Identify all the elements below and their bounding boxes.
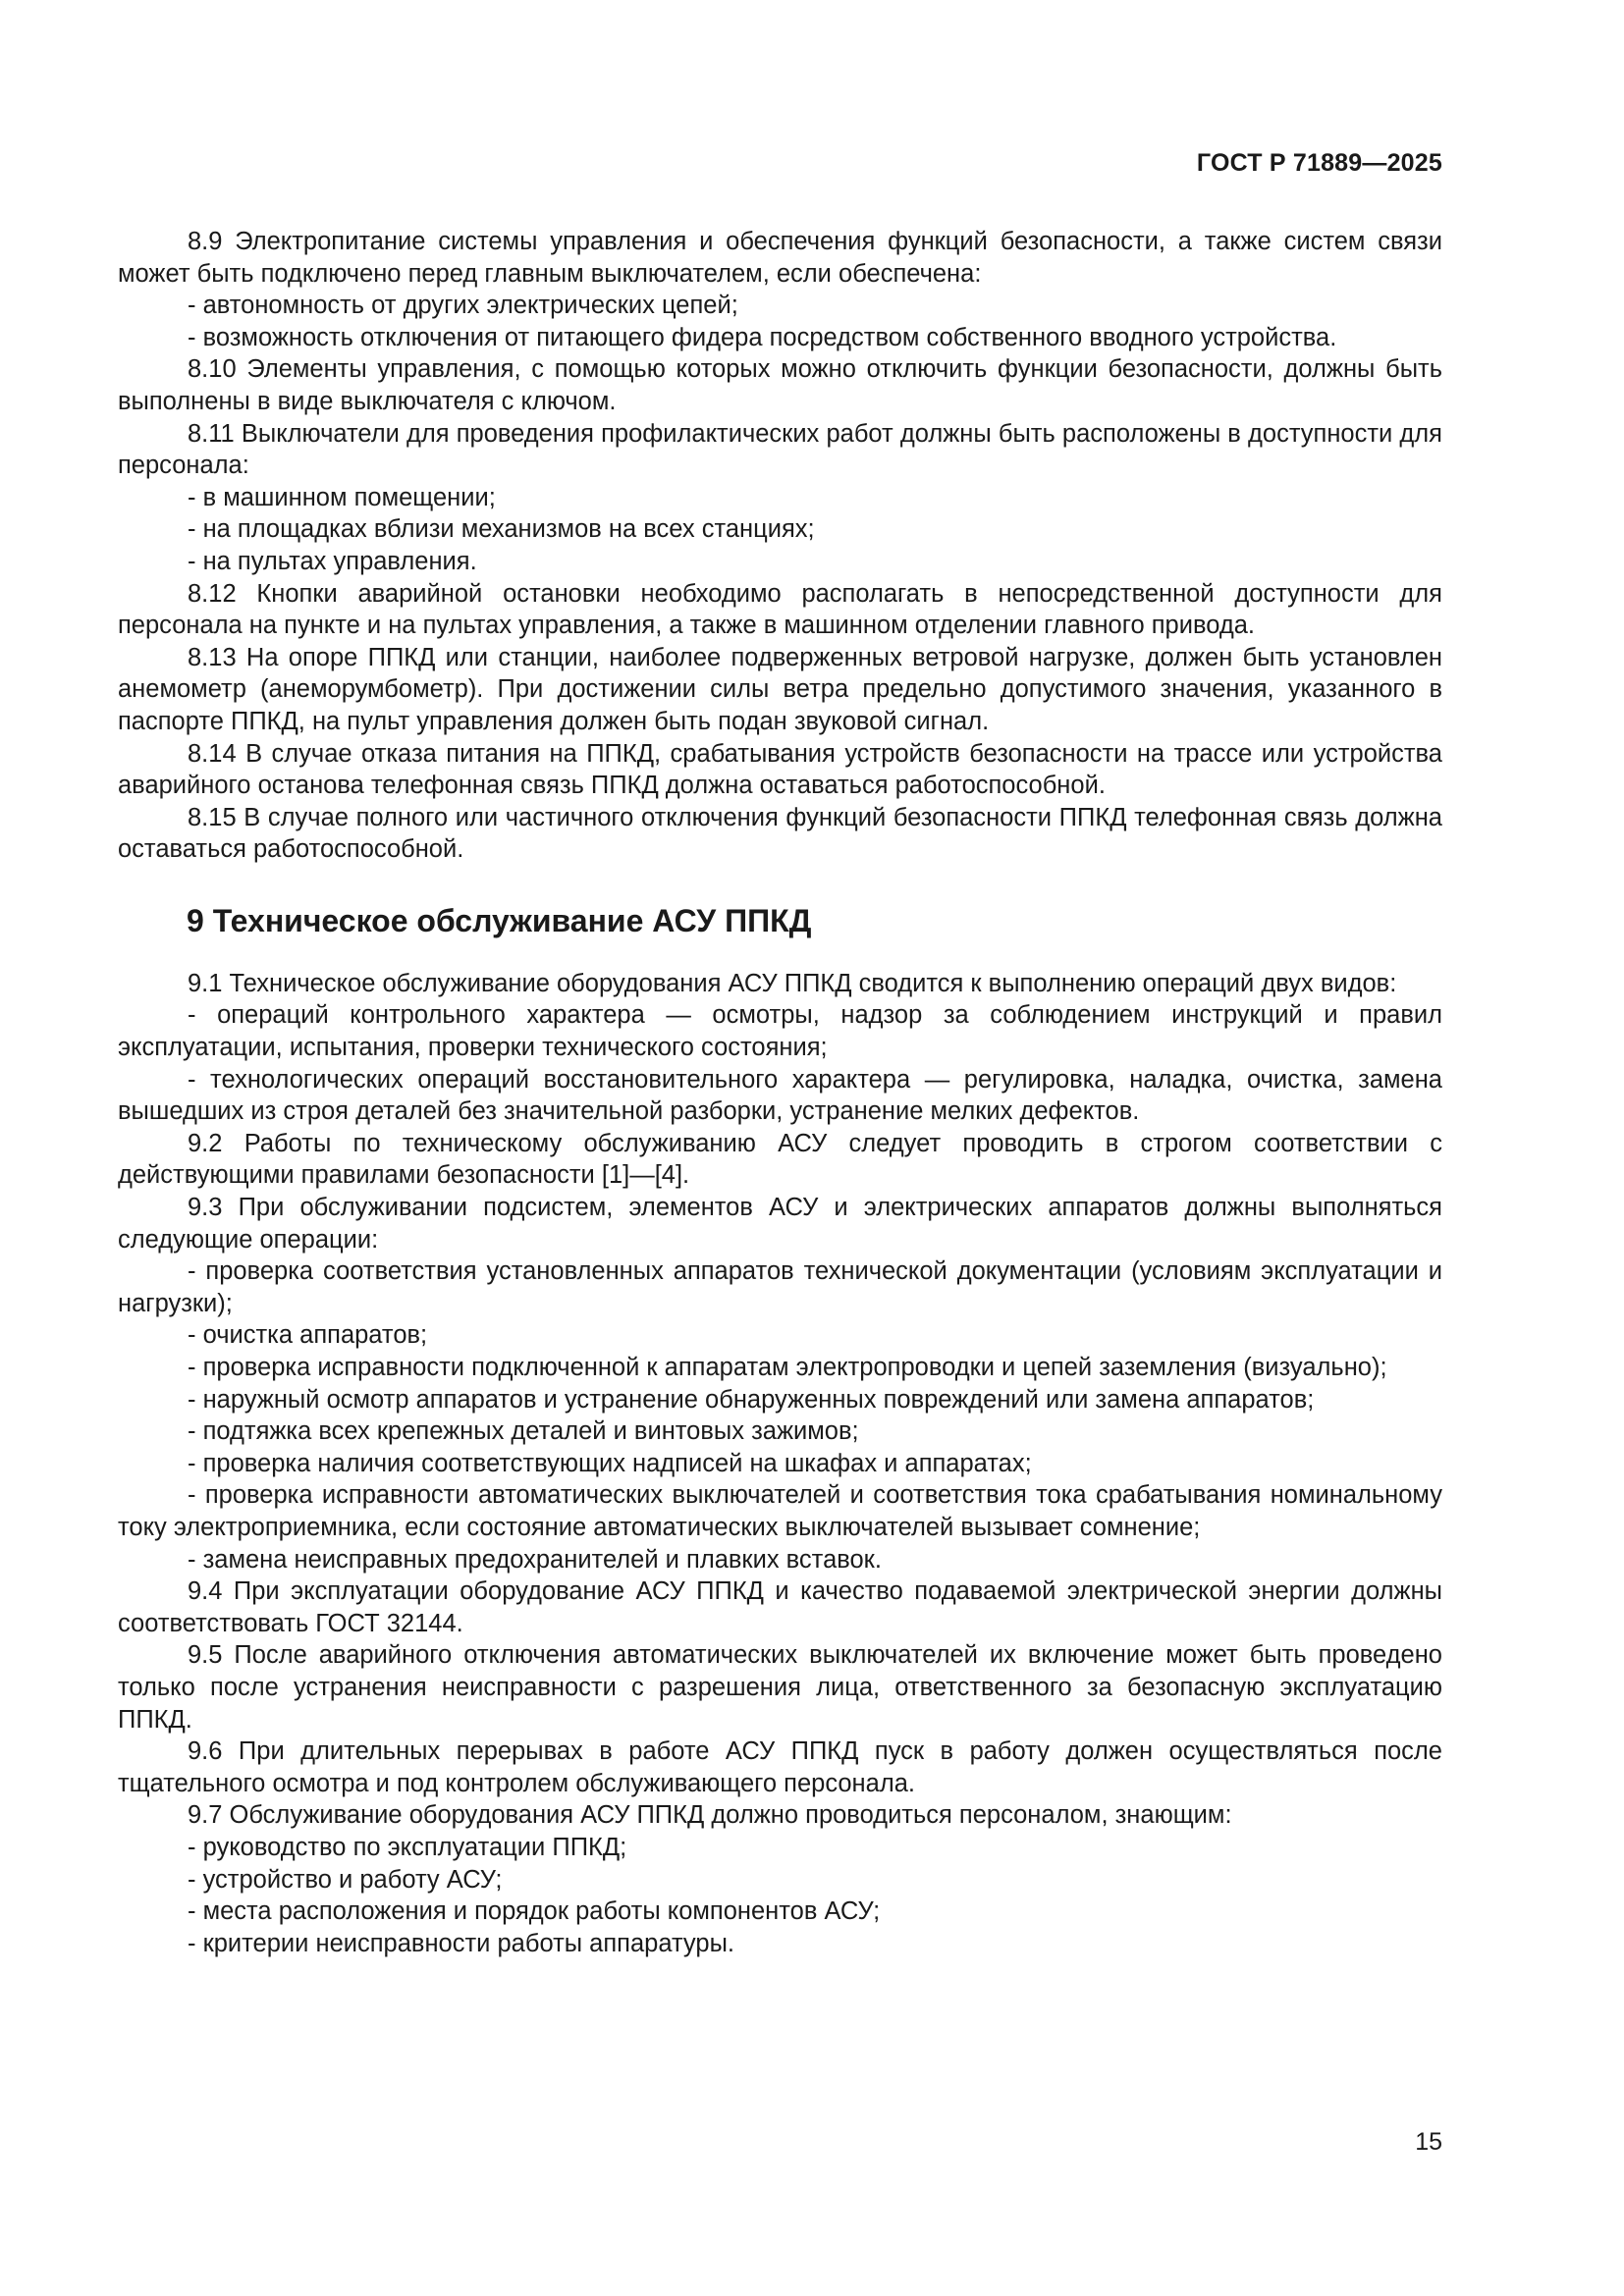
clause-9-3-item: - замена неисправных предохранителей и плавких вставок. [188, 1545, 882, 1574]
clause-9-3-item: - проверка наличия соответствующих надписей на шкафах и аппаратах; [188, 1449, 1032, 1477]
clause-9-7-item: - критерии неисправности работы аппаратуры. [188, 1929, 734, 1957]
clause-9-3-item: - очистка аппаратов; [188, 1321, 428, 1350]
clause-8-11-item: - на пультах управления. [188, 547, 477, 575]
clause-9-1-item: - операций контрольного характера — осмотры, надзор за соблюдением инструкций и правил эксплуатации, испытания, проверки технического состояния; [118, 1001, 1442, 1062]
clause-8-11-item: - на площадках вблизи механизмов на всех станциях; [188, 515, 815, 544]
clause-8-12: 8.12 Кнопки аварийной остановки необходимо располагать в непосредственной доступности для персонала на пункте и на пультах управления, а также в машинном отделении главного привода. [118, 579, 1442, 640]
clause-8-15: 8.15 В случае полного или частичного отключения функций безопасности ППКД телефонная связь должна оставаться работоспособной. [118, 803, 1442, 864]
document-body [118, 226, 1442, 1959]
clause-9-3-item: - подтяжка всех крепежных деталей и винтовых зажимов; [188, 1417, 859, 1446]
clause-9-1: 9.1 Техническое обслуживание оборудования АСУ ППКД сводится к выполнению операций двух видов: [188, 969, 1397, 997]
clause-9-3-item: - наружный осмотр аппаратов и устранение обнаруженных повреждений или замена аппаратов; [188, 1385, 1315, 1414]
clause-8-11-item: - в машинном помещении; [188, 483, 496, 511]
clause-8-14: 8.14 В случае отказа питания на ППКД, срабатывания устройств безопасности на трассе или устройства аварийного останова телефонная связь ППКД должна оставаться работоспособной. [118, 739, 1442, 800]
clause-9-6: 9.6 При длительных перерывах в работе АСУ ППКД пуск в работу должен осуществляться после тщательного осмотра и под контролем обслуживающего персонала. [118, 1737, 1442, 1797]
clause-8-9-item: - автономность от других электрических цепей; [188, 292, 738, 320]
clause-9-7: 9.7 Обслуживание оборудования АСУ ППКД должно проводиться персоналом, знающим: [188, 1801, 1232, 1830]
clause-8-11: 8.11 Выключатели для проведения профилактических работ должны быть расположены в доступности для персонала: [118, 419, 1442, 480]
document-page [118, 0, 1442, 2296]
clause-8-10: 8.10 Элементы управления, с помощью которых можно отключить функции безопасности, должны быть выполнены в виде выключателя с ключом. [118, 355, 1442, 415]
document-code-header: ГОСТ Р 71889—2025 [1196, 149, 1442, 177]
clause-9-3-item: - проверка исправности автоматических выключателей и соответствия тока срабатывания номинальному току электроприемника, если состояние автоматических выключателей вызывает сомнение; [118, 1481, 1442, 1541]
clause-9-5: 9.5 После аварийного отключения автоматических выключателей их включение может быть проведено только после устранения неисправности с разрешения лица, ответственного за безопасную эксплуатацию ППКД. [118, 1641, 1442, 1734]
section-9-heading: 9 Техническое обслуживание АСУ ППКД [187, 902, 812, 938]
clause-9-7-item: - устройство и работу АСУ; [188, 1865, 503, 1894]
clause-8-9: 8.9 Электропитание системы управления и обеспечения функций безопасности, а также систем связи может быть подключено перед главным выключателем, если обеспечена: [118, 228, 1442, 288]
clause-9-4: 9.4 При эксплуатации оборудование АСУ ППКД и качество подаваемой электрической энергии должны соответствовать ГОСТ 32144. [118, 1577, 1442, 1637]
page-number: 15 [1415, 2128, 1442, 2156]
clause-8-13: 8.13 На опоре ППКД или станции, наиболее подверженных ветровой нагрузке, должен быть установлен анемометр (анеморумбометр). При достижении силы ветра предельно допустимого значения, указанного в паспорте ППКД, на пульт управления должен быть подан звуковой сигнал. [118, 643, 1442, 735]
clause-9-3-item: - проверка соответствия установленных аппаратов технической документации (условиям эксплуатации и нагрузки); [118, 1257, 1442, 1317]
clause-8-9-item: - возможность отключения от питающего фидера посредством собственного вводного устройства. [188, 323, 1337, 351]
clause-9-7-item: - руководство по эксплуатации ППКД; [188, 1833, 627, 1861]
clause-9-3: 9.3 При обслуживании подсистем, элементов АСУ и электрических аппаратов должны выполняться следующие операции: [118, 1194, 1442, 1254]
clause-9-1-item: - технологических операций восстановительного характера — регулировка, наладка, очистка, замена вышедших из строя деталей без значительной разборки, устранение мелких дефектов. [118, 1065, 1442, 1126]
clause-9-3-item: - проверка исправности подключенной к аппаратам электропроводки и цепей заземления (визуально); [188, 1354, 1387, 1381]
clause-9-7-item: - места расположения и порядок работы компонентов АСУ; [188, 1897, 881, 1926]
clause-9-2: 9.2 Работы по техническому обслуживанию АСУ следует проводить в строгом соответствии с действующими правилами безопасности [1]—[4]. [118, 1129, 1442, 1190]
